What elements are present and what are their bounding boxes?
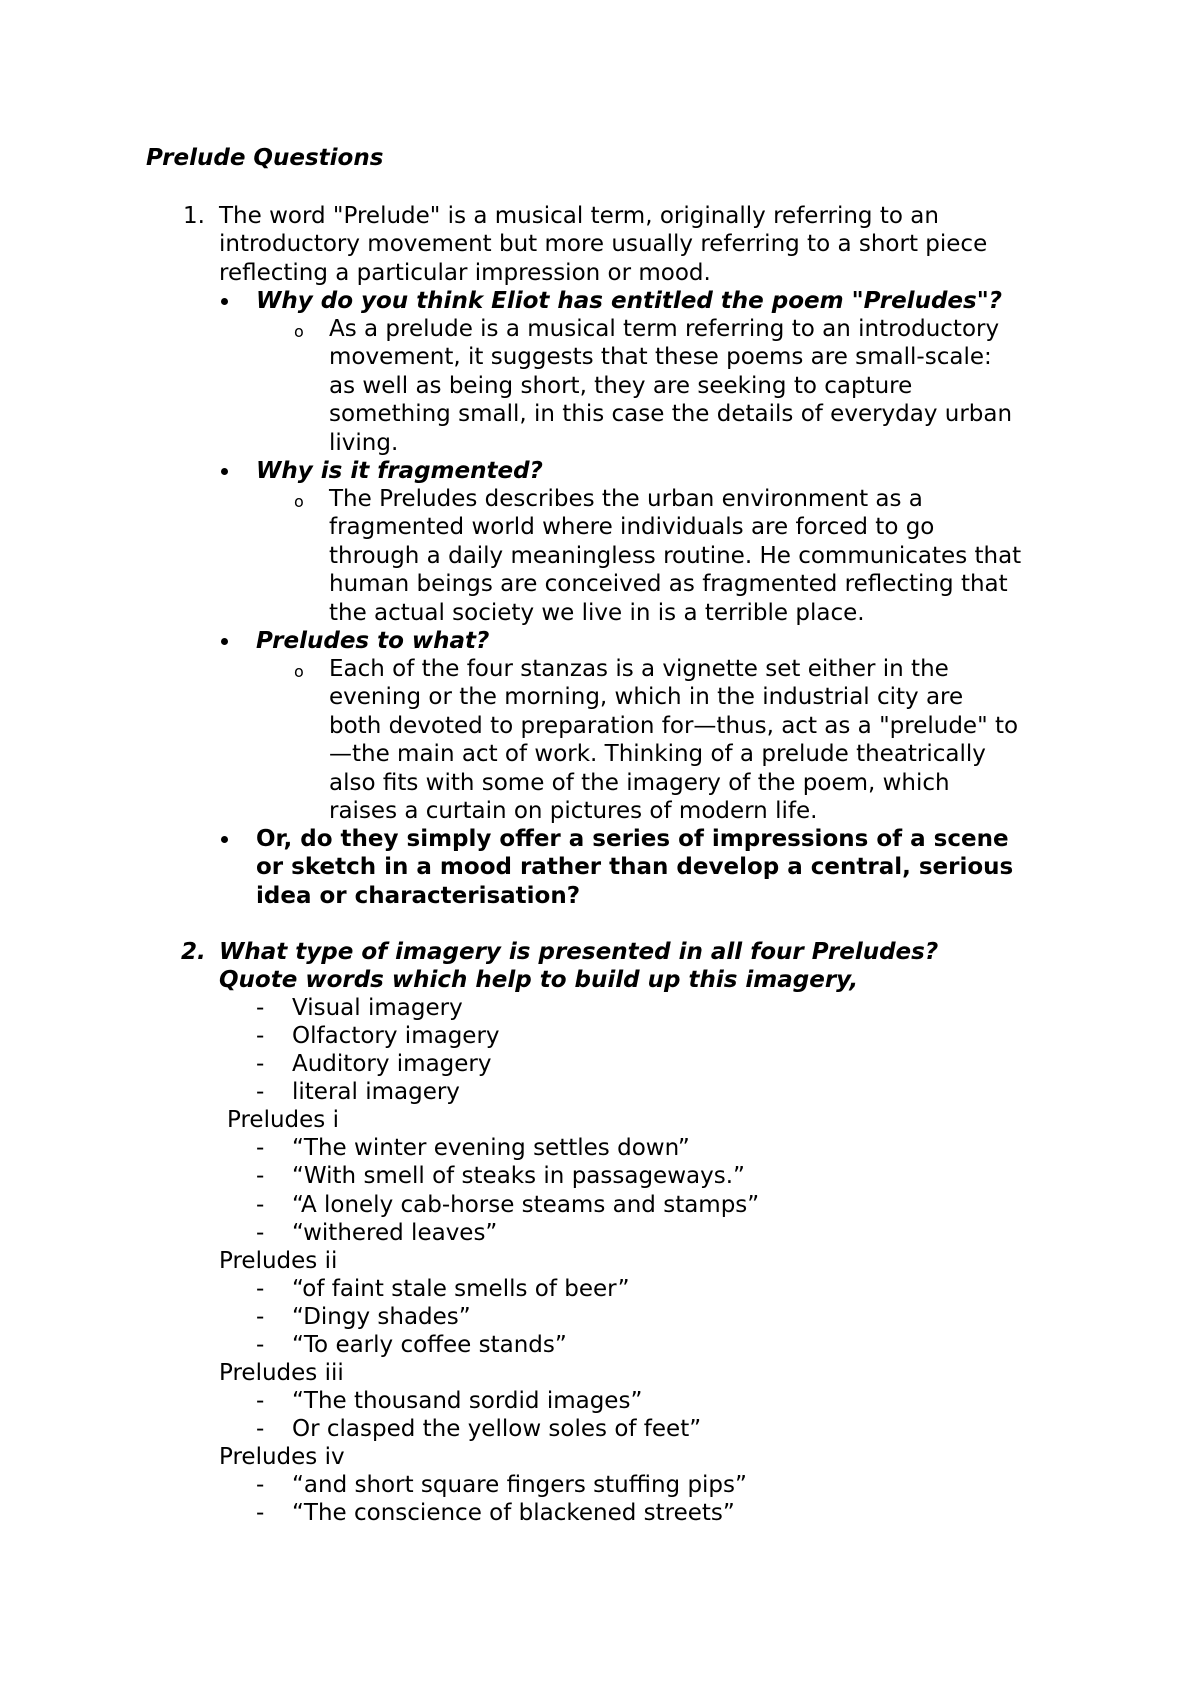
bullet-question: Why is it fragmented? — [256, 458, 543, 484]
quote-line: “The thousand sordid images” — [292, 1388, 643, 1414]
quote-line: Or clasped the yellow soles of feet” — [292, 1416, 702, 1442]
quote-line: “To early coffee stands” — [292, 1332, 567, 1358]
bullet-icon — [221, 468, 228, 475]
prelude-heading: Preludes i — [227, 1107, 339, 1133]
answer-line: both devoted to preparation for—thus, act as a "prelude" to — [329, 713, 1019, 739]
imagery-type: Auditory imagery — [292, 1051, 492, 1077]
answer-line: As a prelude is a musical term referring to an introductory — [329, 316, 1000, 342]
bullet-question: Or, do they simply offer a series of impressions of a scene — [256, 826, 1009, 852]
dash-bullet-icon: - — [256, 1135, 265, 1161]
answer-line: also fits with some of the imagery of the poem, which — [329, 770, 950, 796]
q1-text-line: introductory movement but more usually referring to a short piece — [219, 231, 988, 257]
answer-line: —the main act of work. Thinking of a prelude theatrically — [329, 741, 986, 767]
dash-bullet-icon: - — [256, 1220, 265, 1246]
answer-line: through a daily meaningless routine. He communicates that — [329, 543, 1022, 569]
answer-line: raises a curtain on pictures of modern life. — [329, 798, 818, 824]
quote-line: “withered leaves” — [292, 1220, 498, 1246]
imagery-type: literal imagery — [292, 1079, 460, 1105]
bullet-question: idea or characterisation? — [256, 883, 581, 909]
bullet-icon — [221, 836, 228, 843]
dash-bullet-icon: - — [256, 995, 265, 1021]
q1-text-line: The word "Prelude" is a musical term, originally referring to an — [219, 203, 939, 229]
dash-bullet-icon: - — [256, 1500, 265, 1526]
q1-number: 1. — [183, 203, 205, 229]
quote-line: “and short square fingers stuffing pips” — [292, 1472, 747, 1498]
page-title: Prelude Questions — [146, 145, 384, 171]
answer-line: as well as being short, they are seeking to capture — [329, 373, 913, 399]
quote-line: “The conscience of blackened streets” — [292, 1500, 735, 1526]
dash-bullet-icon: - — [256, 1332, 265, 1358]
dash-bullet-icon: - — [256, 1388, 265, 1414]
quote-line: “The winter evening settles down” — [292, 1135, 690, 1161]
quote-line: “With smell of steaks in passageways.” — [292, 1163, 745, 1189]
imagery-type: Olfactory imagery — [292, 1023, 500, 1049]
q2-number: 2. — [181, 939, 206, 965]
prelude-heading: Preludes ii — [219, 1248, 338, 1274]
bullet-question: or sketch in a mood rather than develop a central, serious — [256, 854, 1014, 880]
answer-line: The Preludes describes the urban environment as a — [329, 486, 923, 512]
dash-bullet-icon: - — [256, 1192, 265, 1218]
bullet-icon — [221, 298, 228, 305]
circle-bullet-icon: o — [294, 322, 304, 341]
quote-line: “Dingy shades” — [292, 1304, 471, 1330]
dash-bullet-icon: - — [256, 1416, 265, 1442]
answer-line: evening or the morning, which in the industrial city are — [329, 684, 964, 710]
q2-text-line: Quote words which help to build up this imagery, — [219, 967, 859, 993]
answer-line: the actual society we live in is a terrible place. — [329, 600, 865, 626]
dash-bullet-icon: - — [256, 1163, 265, 1189]
bullet-icon — [221, 638, 228, 645]
prelude-heading: Preludes iv — [219, 1444, 345, 1470]
answer-line: fragmented world where individuals are forced to go — [329, 514, 935, 540]
answer-line: living. — [329, 430, 399, 456]
quote-line: “A lonely cab-horse steams and stamps” — [292, 1192, 760, 1218]
q1-text-line: reflecting a particular impression or mood. — [219, 260, 711, 286]
dash-bullet-icon: - — [256, 1079, 265, 1105]
quote-line: “of faint stale smells of beer” — [292, 1276, 630, 1302]
dash-bullet-icon: - — [256, 1023, 265, 1049]
answer-line: human beings are conceived as fragmented reflecting that — [329, 571, 1008, 597]
circle-bullet-icon: o — [294, 492, 304, 511]
answer-line: something small, in this case the details of everyday urban — [329, 401, 1013, 427]
answer-line: Each of the four stanzas is a vignette set either in the — [329, 656, 949, 682]
circle-bullet-icon: o — [294, 662, 304, 681]
prelude-heading: Preludes iii — [219, 1360, 344, 1386]
imagery-type: Visual imagery — [292, 995, 463, 1021]
bullet-question: Why do you think Eliot has entitled the poem "Preludes"? — [256, 288, 1003, 314]
bullet-question: Preludes to what? — [256, 628, 490, 654]
answer-line: movement, it suggests that these poems are small-scale: — [329, 344, 992, 370]
dash-bullet-icon: - — [256, 1051, 265, 1077]
dash-bullet-icon: - — [256, 1276, 265, 1302]
q2-text-line: What type of imagery is presented in all four Preludes? — [219, 939, 939, 965]
dash-bullet-icon: - — [256, 1472, 265, 1498]
dash-bullet-icon: - — [256, 1304, 265, 1330]
